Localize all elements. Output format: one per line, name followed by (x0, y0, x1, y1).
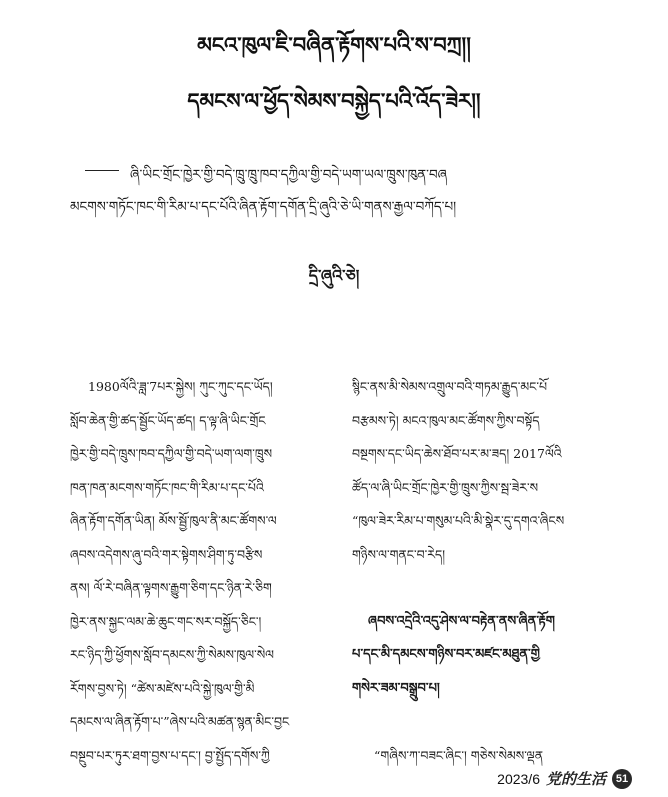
body-line: དམངས་ལ་ཞིན་རྟོག་པ་”ཞེས་པའི་མཚན་སྙན་མིང་བྱང (70, 714, 290, 729)
section-heading-line: པ་དང་མི་དམངས་གཉིས་བར་མཛང་མཐུན་གྱི (352, 647, 540, 662)
body-line: སྙིང་ནས་མི་སེམས་འགྲུལ་བའི་གཏམ་རྒྱུད་མང་པོ (352, 379, 547, 394)
article-title-line-2: དམངས་ལ་ཕྱོད་སེམས་བསྐྱེད་པའི་འོད་ཟེར།། (187, 88, 481, 113)
body-line: ཁྱེར་གྱི་བདེ་ཁྲུས་ཁབ་དཀྱིལ་གྱི་བདེ་ཡག་ལག་ཁྲུས (70, 446, 273, 461)
paragraph-gap (352, 571, 614, 605)
article-title-line-1: མངའ་ཁུལ་ཇི་བཞིན་རྟོགས་པའི་ས་བཀྲ།། (197, 32, 471, 57)
magazine-name: 党的生活 (545, 770, 606, 788)
body-line: “ཁུལ་ཟེར་རིམ་པ་གསུམ་པའི་མི་སྣེར་དུ་དགའ་ཞིངས (352, 513, 565, 528)
body-line: ནས། ལོ་རེ་བཞིན་ལྟགས་རྒྱུག་ཅིག་དང་ཉིན་རེ་ཅིག (70, 580, 272, 595)
body-column-left (70, 370, 332, 772)
body-column-right (352, 370, 614, 772)
body-line: གཉིས་ལ་གནང་བ་རེད། (352, 546, 446, 562)
page-number: 51 (612, 769, 632, 789)
body-line: ཁྱེར་ནས་སྐྱང་ལམ་ཆེ་ཆུང་གང་སར་བསྐྱོད་ཅིང་། (70, 613, 262, 629)
body-line: བརྩམས་ཏེ། མངའ་ཁུལ་མང་ཚོགས་ཀྱིས་བསྟོད (352, 412, 540, 428)
author-name: དྲི་ཞུའི་ཅེ། (308, 266, 360, 285)
body-line: རང་ཉིད་ཀྱི་ཕྱོགས་སློབ་དམངས་ཀྱི་སེམས་ཁུལ་སེལ (70, 647, 275, 662)
section-heading-line: ཞབས་འདྲེའི་འདུ་ཤེས་ལ་བརྟེན་ནས་ཞིན་རྟོག (368, 613, 555, 629)
body-line: བསྔགས་དང་ཡིད་ཆེས་ཐོབ་པར་མ་ཟད། 2017ལོའི (352, 446, 562, 461)
body-line: ཞབས་འདེགས་ཞུ་བའི་གར་སྟེགས་ཤིག་ཏུ་བརྩིས (70, 546, 263, 562)
body-line: བསྔུབ་པར་ཏུར་ཐག་བྱས་པ་དང་། བྱ་སྤྱོད་དགོས་ཀྱི (70, 747, 270, 763)
body-line: ཚོད་ལ་ཞི་ཡིང་གྲོང་ཁྱེར་གྱི་ཁྲུས་ཀྱིས་སྦ་ཟེར་ས (352, 479, 539, 495)
subtitle-line-2: མངགས་གཏོང་ཁང་གི་རིམ་པ་དང་པོའི་ཞིན་རྟོག་དགོན་དྲི་ཞུའི་ཅེ་ཡི་གནས་རྒྱལ་བཀོད་པ། (70, 199, 457, 215)
page-footer (497, 768, 632, 789)
section-heading-line: གསེར་ཟམ་བསྒྲུབ་པ། (352, 680, 440, 696)
body-line: “གཞིས་ཀ་བཟང་ཞིང་། གཅེས་སེམས་ལྡན (374, 747, 544, 763)
issue-date: 2023/6 (497, 770, 540, 787)
subtitle-dash (85, 170, 119, 171)
body-line: སློབ་ཆེན་གྱི་ཚད་སྦྱོང་ཡོད་ཚད། ད་ལྟ་ཞི་ཡིང་གྲོང (70, 412, 266, 428)
body-line: ཞིན་རྟོག་དགོན་ཡིན། མོས་སྦྱོ་ཁུལ་ནི་མང་ཚོགས་ལ (70, 513, 277, 528)
body-line: རོགས་བྱས་ཏེ། “ཚེས་མཛེས་པའི་སྐྱེ་ཁུལ་གྱི་མི (70, 680, 255, 696)
body-line: ཁན་ཁན་མངགས་གཏོང་ཁང་གི་རིམ་པ་དང་པོའི (70, 479, 264, 495)
subtitle-line-1: ཞི་ཡིང་གྲོང་ཁྱེར་གྱི་བདེ་ཁྲུ་ཁྲུ་ཁབ་དཀྱིལ་གྱི་བདེ་ཡག་ཡལ་ཁྲུས་ཁུན་བཞ (130, 167, 448, 183)
body-line: 1980ལོའི་ཟླ་7པར་སྐྱེས། ཀུང་ཀུང་དང་ཡོད། (88, 379, 273, 394)
paragraph-gap (352, 705, 614, 739)
